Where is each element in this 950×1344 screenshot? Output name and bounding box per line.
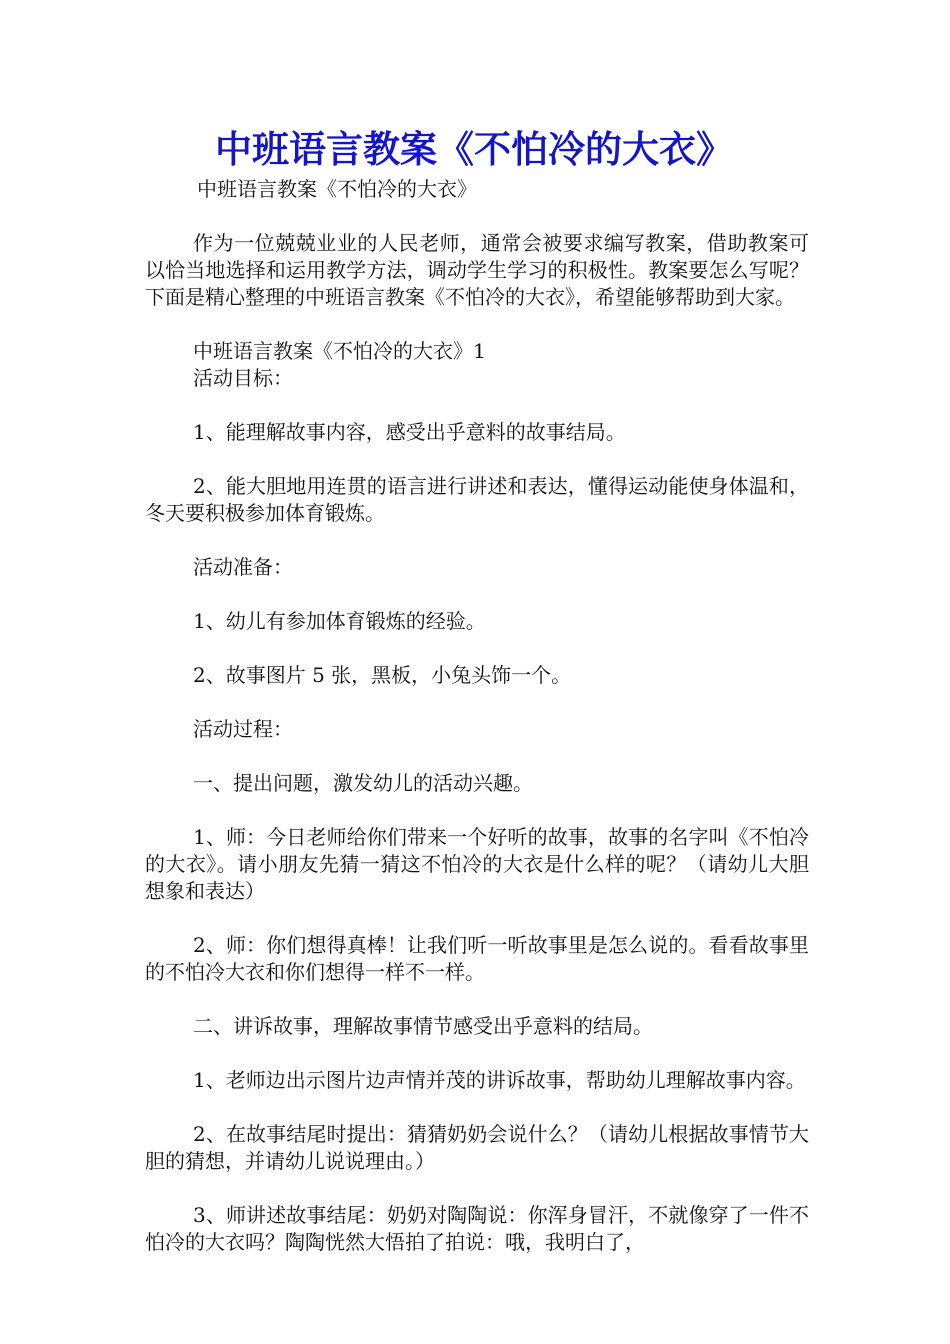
intro-paragraph: 作为一位兢兢业业的人民老师，通常会被要求编写教案，借助教案可以恰当地选择和运用教学方法，调动学生学习的积极性。教案要怎么写呢？下面是精心整理的中班语言教案《不怕冷的大衣》，希望能够帮助到大家。	[145, 231, 809, 309]
step-2-item-1: 1、老师边出示图片边声情并茂的讲诉故事，帮助幼儿理解故事内容。	[193, 1068, 806, 1092]
process-heading: 活动过程：	[193, 717, 293, 741]
step-1-item-1: 1、师：今日老师给你们带来一个好听的故事，故事的名字叫《不怕冷的大衣》。请小朋友先猜一猜这不怕冷的大衣是什么样的呢？（请幼儿大胆想象和表达）	[145, 825, 809, 903]
step-2-heading: 二、讲诉故事，理解故事情节感受出乎意料的结局。	[193, 1014, 653, 1038]
spacer	[145, 581, 809, 608]
step-2-item-3: 3、师讲述故事结尾：奶奶对陶陶说：你浑身冒汗，不就像穿了一件不怕冷的大衣吗？陶陶恍然大悟拍了拍说：哦，我明白了，	[145, 1203, 809, 1254]
spacer	[145, 905, 809, 932]
step-1-heading: 一、提出问题，激发幼儿的活动兴趣。	[193, 771, 533, 795]
section-title: 中班语言教案《不怕冷的大衣》1	[193, 339, 486, 363]
spacer	[145, 743, 809, 770]
goal-item-1: 1、能理解故事内容，感受出乎意料的故事结局。	[193, 420, 626, 444]
spacer	[145, 986, 809, 1013]
spacer	[145, 446, 809, 473]
document-title: 中班语言教案《不怕冷的大衣》	[215, 127, 733, 171]
document-page	[145, 124, 809, 1256]
spacer	[145, 689, 809, 716]
spacer	[145, 1040, 809, 1067]
spacer	[145, 1175, 809, 1202]
spacer	[145, 1094, 809, 1121]
prep-heading: 活动准备：	[193, 555, 293, 579]
step-1-item-2: 2、师：你们想得真棒！让我们听一听故事里是怎么说的。看看故事里的不怕冷大衣和你们想得一样不一样。	[145, 933, 809, 984]
document-subtitle: 中班语言教案《不怕冷的大衣》	[197, 177, 477, 201]
spacer	[145, 527, 809, 554]
spacer	[145, 311, 809, 338]
spacer	[145, 797, 809, 824]
spacer	[145, 392, 809, 419]
spacer	[145, 203, 809, 230]
prep-item-1: 1、幼儿有参加体育锻炼的经验。	[193, 609, 486, 633]
goal-item-2: 2、能大胆地用连贯的语言进行讲述和表达，懂得运动能使身体温和，冬天要积极参加体育锻炼。	[145, 474, 809, 525]
step-2-item-2: 2、在故事结尾时提出：猜猜奶奶会说什么？（请幼儿根据故事情节大胆的猜想，并请幼儿说说理由。）	[145, 1122, 809, 1173]
goal-heading: 活动目标：	[193, 366, 293, 390]
spacer	[145, 635, 809, 662]
prep-item-2: 2、故事图片 5 张，黑板，小兔头饰一个。	[193, 663, 572, 687]
